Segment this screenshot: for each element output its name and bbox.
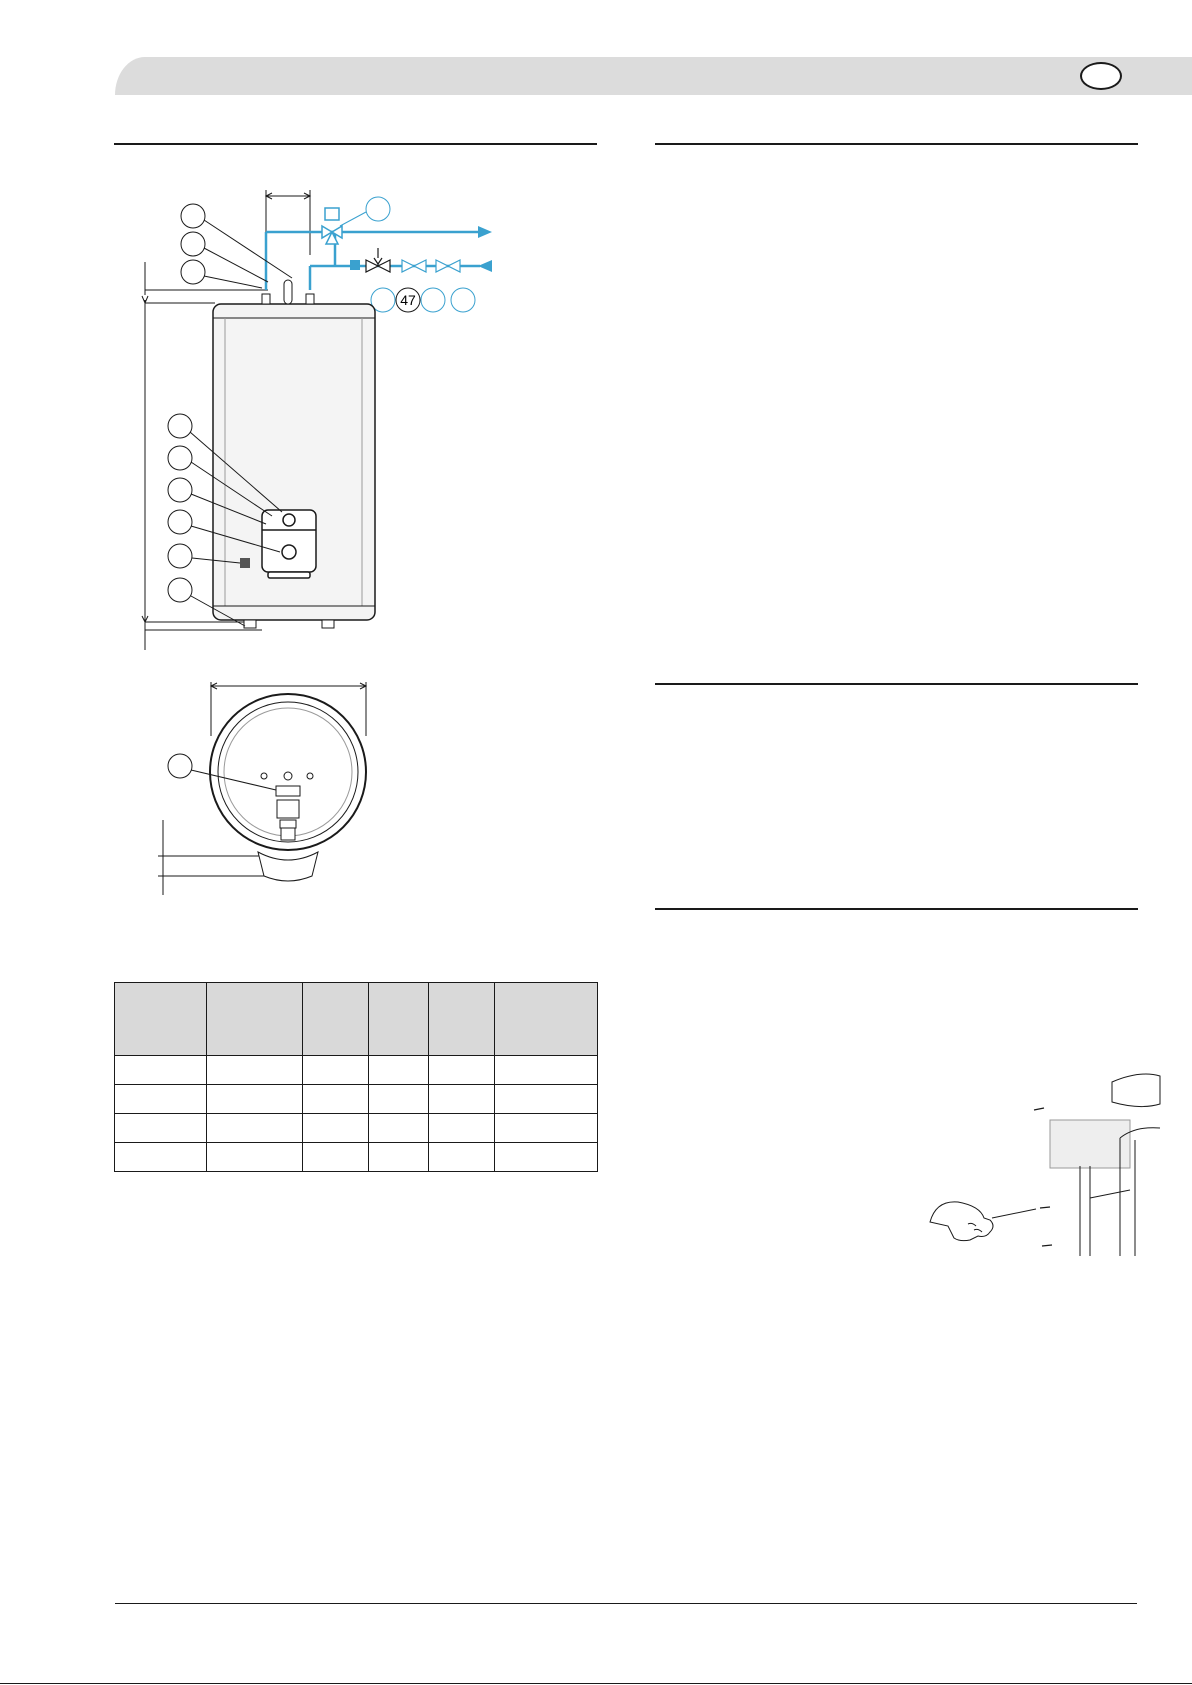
drain-tap [240,558,250,568]
pressure-reducer [350,260,360,270]
safety-valve [366,248,390,272]
right-section-rule-2 [655,683,1138,685]
table-cell [303,1143,369,1172]
table-cell [207,1085,303,1114]
table-row [115,1114,598,1143]
table-cell [495,1085,598,1114]
right-section-rule-3 [655,908,1138,910]
inlet-callouts [371,288,475,312]
language-badge [1080,62,1122,90]
left-section-rule [114,143,597,145]
mixing-valve [322,208,342,244]
heater-front-diagram [140,180,540,650]
inlet-arrow [478,260,492,272]
header-band [115,57,1192,95]
table-cell [369,1143,429,1172]
table-cell [303,1114,369,1143]
spec-table-header [495,983,598,1056]
top-callouts-left [181,204,292,288]
screws [1034,1108,1052,1246]
table-cell [495,1056,598,1085]
table-cell [495,1114,598,1143]
control-box [262,510,316,578]
callout-47-label: 47 [400,292,416,308]
table-cell [369,1114,429,1143]
table-cell [115,1114,207,1143]
table-cell [429,1114,495,1143]
table-cell [429,1143,495,1172]
mixer-callout [366,197,390,221]
spec-table-header [369,983,429,1056]
bracket-lid [1112,1074,1160,1107]
table-cell [303,1056,369,1085]
spec-table [114,982,598,1172]
spec-table-header [115,983,207,1056]
spec-table-header-row [115,983,598,1056]
hand-with-screwdriver [930,1202,1036,1241]
right-section-rule-1 [655,143,1138,145]
table-cell [115,1056,207,1085]
table-cell [207,1143,303,1172]
table-row [115,1085,598,1114]
table-cell [369,1085,429,1114]
footer-rule [115,1603,1137,1604]
spec-table-header [207,983,303,1056]
table-cell [207,1056,303,1085]
mounting-illustration [922,1062,1192,1262]
heater-top-diagram [150,680,390,900]
table-cell [429,1056,495,1085]
table-row [115,1143,598,1172]
spec-table-header [429,983,495,1056]
table-row [115,1056,598,1085]
spec-table-header [303,983,369,1056]
table-cell [115,1143,207,1172]
table-cell [495,1143,598,1172]
wall-bracket [1050,1120,1130,1168]
table-cell [207,1114,303,1143]
table-cell [115,1085,207,1114]
pipes [266,232,480,290]
outlet-arrow [478,226,492,238]
top-view-callout [168,754,192,778]
table-cell [429,1085,495,1114]
table-cell [369,1056,429,1085]
bottom-rule [0,1683,1192,1684]
table-cell [303,1085,369,1114]
